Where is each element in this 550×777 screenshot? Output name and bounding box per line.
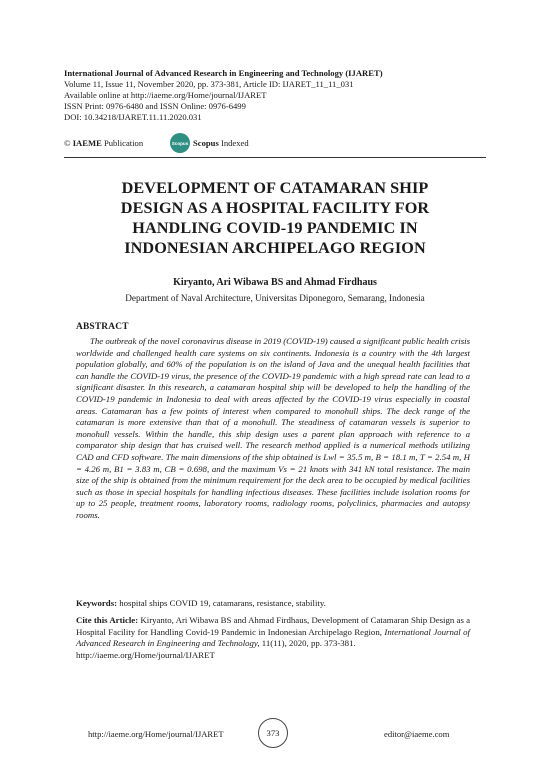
keywords-line xyxy=(76,598,470,608)
indexed-suffix: Indexed xyxy=(220,138,249,148)
keywords-label: Keywords: xyxy=(76,598,118,608)
publisher-suffix: Publication xyxy=(103,138,144,148)
issn-line: ISSN Print: 0976-6480 and ISSN Online: 0976-6499 xyxy=(64,101,246,111)
journal-header xyxy=(64,68,494,123)
article-title xyxy=(70,178,480,258)
footer-email[interactable]: editor@iaeme.com xyxy=(384,729,450,739)
indexed-name: Scopus xyxy=(193,138,219,148)
publisher-credit xyxy=(64,138,143,148)
abstract-text: The outbreak of the novel coronavirus disease in 2019 (COVID-19) caused a significant public health crisis worldwide and challenged health care systems on six continents. Indonesia is a country with the 4th largest population globally, and 60% of the population is on the island of Java and the unequal health facilities that can handle the COVID-19 virus, the presence of the COVID-19 pandemic with a high spread rate can lead to a significant disaster. In this research, a catamaran hospital ship will be developed to help the handling of the COVID-19 pandemic in Indonesia to deal with areas affected by the COVID-19 virus especially in coastal areas. Catamaran has a few points of interest when compared to monohull ships. The deck range of the catamaran is more extensive than that of a monohull. The steadiness of catamaran vessels is superior to monohull vessels. Within the handle, this ship design uses a parent plan approach with reference to a comparator ship design that has cruised well. The research method applied is a numerical methods utilizing CAD and CFD software. The main dimensions of the ship obtained is Lwl = 35.5 m, B = 18.1 m, T = 2.54 m, H = 4.26 m, B1 = 3.83 m, CB = 0.698, and the maximum Vs = 21 knots with 341 kN total resistance. The main size of the ship is obtained from the minimum requirement for the deck area to be occupied by medical facilities such as those in special hospitals for handling infectious diseases. These facilities include isolation rooms for up to 25 people, treatment rooms, laboratory rooms, radiology rooms, polyclinics, pharmacies and autopsy rooms. xyxy=(76,336,470,520)
title-line: INDONESIAN ARCHIPELAGO REGION xyxy=(124,239,426,257)
abstract-heading: ABSTRACT xyxy=(76,322,129,332)
author-affiliation: Department of Naval Architecture, Universitas Diponegoro, Semarang, Indonesia xyxy=(125,293,425,303)
doi-line: DOI: 10.34218/IJARET.11.11.2020.031 xyxy=(64,112,202,122)
publisher-row xyxy=(64,133,494,155)
header-divider xyxy=(64,157,486,158)
volume-line: Volume 11, Issue 11, November 2020, pp. 373-381, Article ID: IJARET_11_11_031 xyxy=(64,79,354,89)
scopus-indexed-label xyxy=(193,138,249,148)
title-line: DESIGN AS A HOSPITAL FACILITY FOR xyxy=(120,199,430,217)
available-online-line[interactable]: Available online at http://iaeme.org/Home/journal/IJARET xyxy=(64,90,267,100)
citation-block xyxy=(76,615,470,661)
cite-text: Kiryanto, Ari Wibawa BS and Ahmad Firdhaus, Development of Catamaran Ship Design as a Hospital Facility for Handling Covid-19 Pandemic in Indonesian Archipelago Region, xyxy=(76,615,471,637)
page-footer xyxy=(64,718,486,748)
copyright-symbol: © xyxy=(64,138,71,148)
article-authors: Kiryanto, Ari Wibawa BS and Ahmad Firdhaus xyxy=(173,277,377,288)
cite-journal: International Journal of Advanced Research in Engineering and Technology, xyxy=(76,626,471,649)
cite-url[interactable]: http://iaeme.org/Home/journal/IJARET xyxy=(76,649,215,660)
keywords-text: hospital ships COVID 19, catamarans, resistance, stability. xyxy=(119,598,326,608)
scopus-logo-icon xyxy=(170,133,190,153)
scopus-badge-text: Scopus xyxy=(171,140,189,146)
journal-name: International Journal of Advanced Research in Engineering and Technology (IJARET) xyxy=(64,68,383,78)
cite-label: Cite this Article: xyxy=(76,615,139,625)
publisher-name: IAEME xyxy=(72,138,102,148)
footer-journal-url[interactable]: http://iaeme.org/Home/journal/IJARET xyxy=(88,729,224,739)
title-line: DEVELOPMENT OF CATAMARAN SHIP xyxy=(121,179,429,197)
page-number: 373 xyxy=(258,718,288,748)
title-line: HANDLING COVID-19 PANDEMIC IN xyxy=(132,219,418,237)
cite-tail: 11(11), 2020, pp. 373-381. xyxy=(261,638,356,649)
